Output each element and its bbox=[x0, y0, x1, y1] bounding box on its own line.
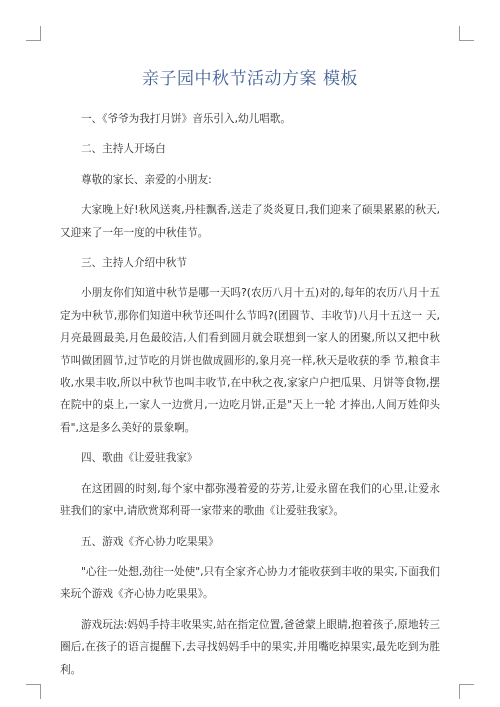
opening-paragraph: 大家晚上好!秋风送爽,丹桂飘香,送走了炎炎夏日,我们迎来了硕果累累的秋天,又迎来了一年一度的中秋佳节。 bbox=[60, 204, 440, 239]
page-corner-mark-bottom-left bbox=[26, 684, 41, 699]
game-rules-paragraph: 游戏玩法:妈妈手持丰收果实,站在指定位置,爸爸蒙上眼睛,抱着孩子,原地转三圈后,在孩子的语言提醒下,去寻找妈妈手中的果实,并用嘴吃掉果实,最先吃到为胜利。 bbox=[60, 618, 440, 676]
page-corner-mark-bottom-right bbox=[459, 684, 474, 699]
section-heading-3: 三、主持人介绍中秋节 bbox=[81, 257, 187, 270]
greeting-paragraph: 尊敬的家长、亲爱的小朋友: bbox=[81, 173, 212, 186]
section-heading-2: 二、主持人开场白 bbox=[81, 143, 166, 156]
section-heading-5: 五、游戏《齐心协力吃果果》 bbox=[81, 535, 219, 548]
section-heading-4: 四、歌曲《让爱驻我家》 bbox=[81, 452, 198, 465]
game-intro-paragraph: "心往一处想,劲往一处使",只有全家齐心协力才能收获到丰收的果实,下面我们来玩个游戏《齐心协力吃果果》。 bbox=[60, 565, 440, 601]
document-title: 亲子园中秋节活动方案 模板 bbox=[142, 69, 358, 89]
document-body bbox=[60, 108, 440, 681]
section-heading-1: 一、《爷爷为我打月饼》音乐引入,幼儿唱歌。 bbox=[81, 113, 291, 125]
page-corner-mark-top-right bbox=[459, 26, 474, 41]
mid-autumn-intro-paragraph: 小朋友你们知道中秋节是哪一天吗?(农历八月十五)对的,每年的农历八月十五定为中秋节,那你们知道中秋节还叫什么节吗?(团圆节、丰收节)八月十五这一 天,月亮最圆最美,月色最皎洁,人们看到圆月就会联想到一家人的团聚,所以又把中秋节叫做团圆节,过节吃的月饼也做成圆形的,象月亮一样,秋天是收获的季 节,粮食丰收,水果丰收,所以中秋节也叫丰收节,在中秋之夜,家家户户把瓜果、月饼等食物,摆在院中的桌上,一家人一边赏月,一边吃月饼,正是"天上一轮 才捧出,人间万姓仰头看",这是多么美好的景象啊。 bbox=[60, 287, 440, 434]
song-intro-paragraph: 在这团圆的时刻,每个家中都弥漫着爱的芬芳,让爱永留在我们的心里,让爱永驻我们的家中,请欣赏郑利哥一家带来的歌曲《让爱驻我家》。 bbox=[60, 482, 440, 518]
page-corner-mark-top-left bbox=[26, 26, 41, 41]
